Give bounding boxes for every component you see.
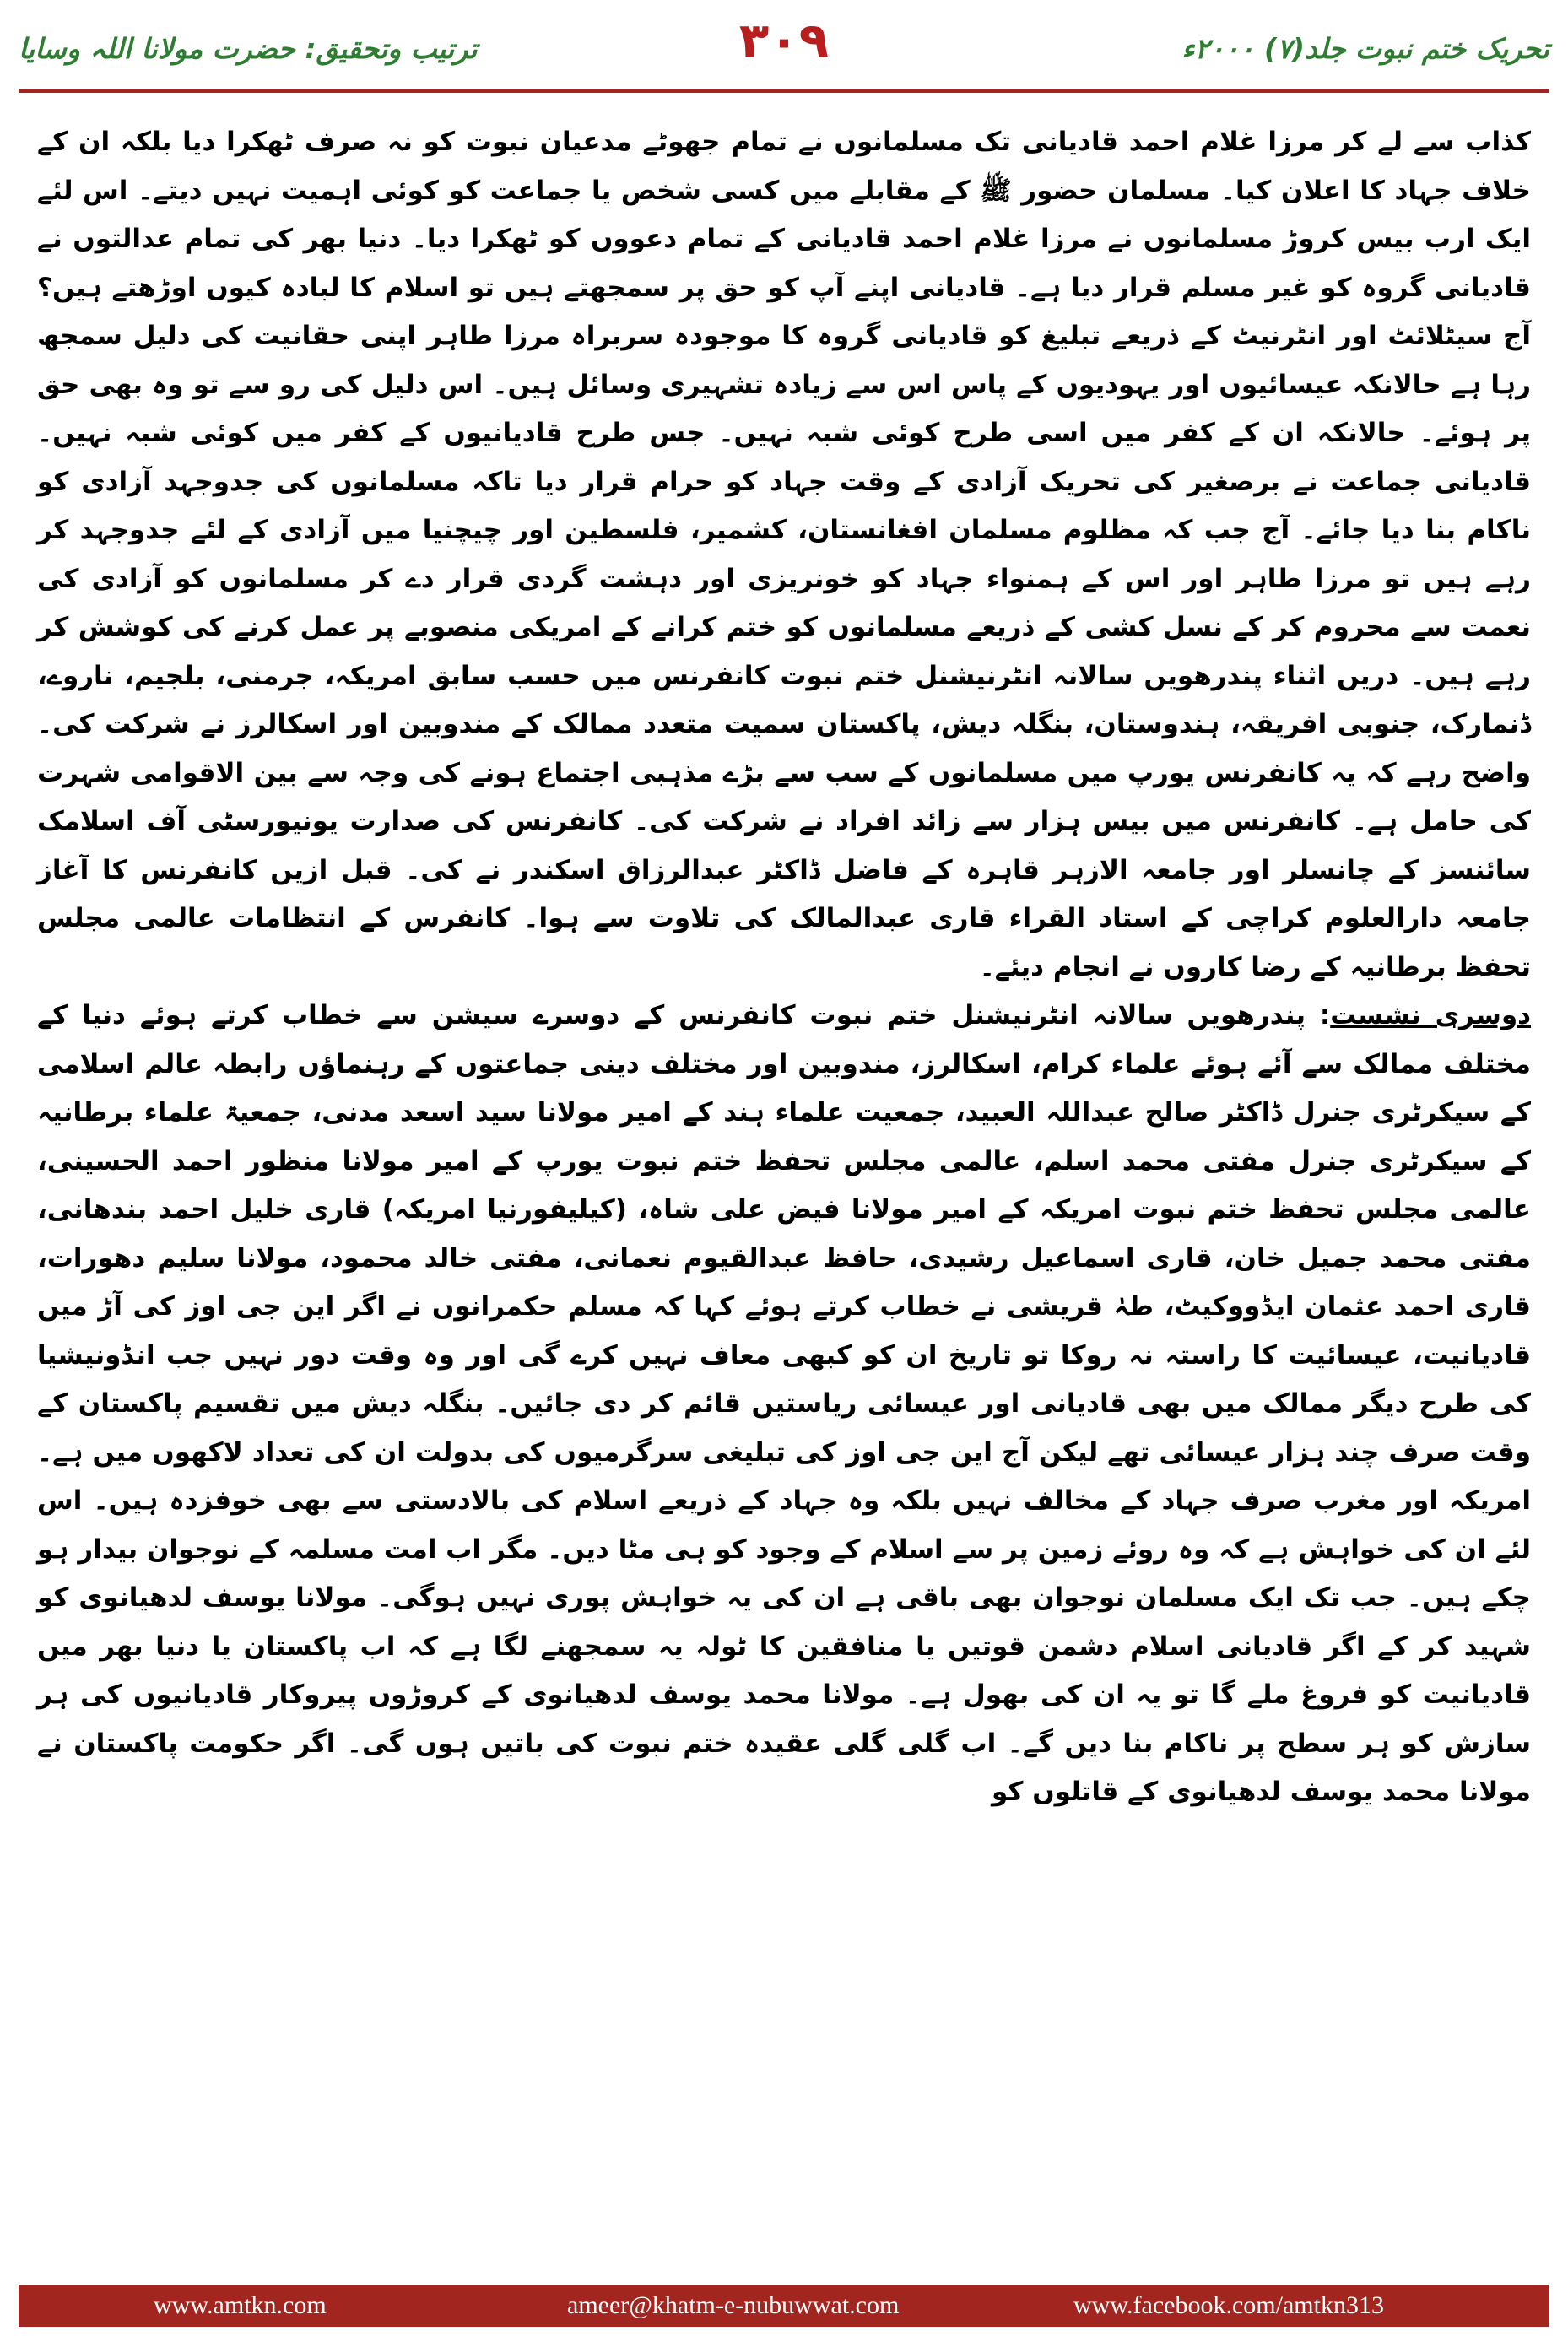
paragraph-1: کذاب سے لے کر مرزا غلام احمد قادیانی تک مسلمانوں نے تمام جھوٹے مدعیان نبوت کو نہ صرف ٹھکرا دیا بلکہ ان کے خلاف جہاد کا اعلان کیا۔ مسلمان حضور ﷺ کے مقابلے میں کسی شخص یا جماعت کو کوئی اہمیت نہیں دیتے۔ اس لئے ایک ارب بیس کروڑ مسلمانوں نے مرزا غلام احمد قادیانی کے تمام دعووں کو ٹھکرا دیا۔ دنیا بھر کی تمام عدالتوں نے قادیانی گروہ کو غیر مسلم قرار دیا ہے۔ قادیانی اپنے آپ کو حق پر سمجھتے ہیں تو اسلام کا لبادہ کیوں اوڑھتے ہیں؟ آج سیٹلائٹ اور انٹرنیٹ کے ذریعے تبلیغ کو قادیانی گروہ کا موجودہ سربراہ مرزا طاہر اپنی حقانیت کی دلیل سمجھ رہا ہے حالانکہ عیسائیوں اور یہودیوں کے پاس اس سے زیادہ تشہیری وسائل ہیں۔ اس دلیل کی رو سے تو وہ بھی حق پر ہوئے۔ حالانکہ ان کے کفر میں اسی طرح کوئی شبہ نہیں۔ جس طرح قادیانیوں کے کفر میں کوئی شبہ نہیں۔ قادیانی جماعت نے برصغیر کی تحریک آزادی کے وقت جہاد کو حرام قرار دیا تاکہ مسلمانوں کی جدوجہد آزادی کو ناکام بنا دیا جائے۔ آج جب کہ مظلوم مسلمان افغانستان، کشمیر، فلسطین اور چیچنیا میں آزادی کے لئے جدوجہد کر رہے ہیں تو مرزا طاہر اور اس کے ہمنواء جہاد کو خونریزی اور دہشت گردی قرار دے کر مسلمانوں کو آزادی کی نعمت سے محروم کر کے نسل کشی کے ذریعے مسلمانوں کو ختم کرانے کے امریکی منصوبے پر عمل کرنے کی کوشش کر رہے ہیں۔ دریں اثناء پندرھویں سالانہ انٹرنیشنل ختم نبوت کانفرنس میں حسب سابق امریکہ، جرمنی، بلجیم، ناروے، ڈنمارک، جنوبی افریقہ، ہندوستان، بنگلہ دیش، پاکستان سمیت متعدد ممالک کے مندوبین اور اسکالرز نے شرکت کی۔ واضح رہے کہ یہ کانفرنس یورپ میں مسلمانوں کے سب سے بڑے مذہبی اجتماع ہونے کی وجہ سے بین الاقوامی شہرت کی حامل ہے۔ کانفرنس میں بیس ہزار سے زائد افراد نے شرکت کی۔ کانفرنس کی صدارت یونیورسٹی آف اسلامک سائنسز کے چانسلر اور جامعہ الازہر قاہرہ کے فاضل ڈاکٹر عبدالرزاق اسکندر نے کی۔ قبل ازیں کانفرنس کا آغاز جامعہ دارالعلوم کراچی کے استاد القراء قاری عبدالمالک کی تلاوت سے ہوا۔ کانفرس کے انتظامات عالمی مجلس تحفظ برطانیہ کے رضا کاروں نے انجام دیئے۔: [37, 127, 1531, 982]
paragraph-2-text: : پندرھویں سالانہ انٹرنیشنل ختم نبوت کانفرنس کے دوسرے سیشن سے خطاب کرتے ہوئے دنیا کے مختلف ممالک سے آئے ہوئے علماء کرام، اسکالرز، مندوبین اور مختلف دینی جماعتوں کے رہنماؤں رابطہ عالم اسلامی کے سیکرٹری جنرل ڈاکٹر صالح عبداللہ العبید، جمعیت علماء ہند کے امیر مولانا سید اسعد مدنی، جمعیۃ علماء برطانیہ کے سیکرٹری جنرل مفتی محمد اسلم، عالمی مجلس تحفظ ختم نبوت یورپ کے امیر مولانا منظور احمد الحسینی، عالمی مجلس تحفظ ختم نبوت امریکہ کے امیر مولانا فیض علی شاہ، (کیلیفورنیا امریکہ) قاری خلیل احمد بندھانی، مفتی محمد جمیل خان، قاری اسماعیل رشیدی، حافظ عبدالقیوم نعمانی، مفتی خالد محمود، مولانا سلیم دھورات، قاری احمد عثمان ایڈووکیٹ، طہٰ قریشی نے خطاب کرتے ہوئے کہا کہ مسلم حکمرانوں نے اگر این جی اوز کی آڑ میں قادیانیت، عیسائیت کا راستہ نہ روکا تو تاریخ ان کو کبھی معاف نہیں کرے گی اور وہ وقت دور نہیں جب انڈونیشیا کی طرح دیگر ممالک میں بھی قادیانی اور عیسائی ریاستیں قائم کر دی جائیں۔ بنگلہ دیش میں تقسیم پاکستان کے وقت صرف چند ہزار عیسائی تھے لیکن آج این جی اوز کی تبلیغی سرگرمیوں کی بدولت ان کی تعداد لاکھوں میں ہے۔ امریکہ اور مغرب صرف جہاد کے مخالف نہیں بلکہ وہ جہاد کے ذریعے اسلام کی بالادستی سے بھی خوفزدہ ہیں۔ اس لئے ان کی خواہش ہے کہ وہ روئے زمین پر سے اسلام کے وجود کو ہی مٹا دیں۔ مگر اب امت مسلمہ کے نوجوان بیدار ہو چکے ہیں۔ جب تک ایک مسلمان نوجوان بھی باقی ہے ان کی یہ خواہش پوری نہیں ہوگی۔ مولانا یوسف لدھیانوی کو شہید کر کے اگر قادیانی اسلام دشمن قوتیں یا منافقین کا ٹولہ یہ سمجھنے لگا ہے کہ اب پاکستان یا دنیا بھر میں قادیانیت کو فروغ ملے گا تو یہ ان کی بھول ہے۔ مولانا محمد یوسف لدھیانوی کے کروڑوں پیروکار قادیانیوں کی ہر سازش کو ہر سطح پر ناکام بنا دیں گے۔ اب گلی گلی عقیدہ ختم نبوت کی باتیں ہوں گی۔ اگر حکومت پاکستان نے مولانا محمد یوسف لدھیانوی کے قاتلوں کو: [37, 1000, 1531, 1807]
email-link[interactable]: ameer@khatm-e-nubuwwat.com: [567, 2291, 900, 2319]
paragraph-2: [37, 992, 1531, 1817]
page-footer: [19, 2285, 1549, 2327]
compiler-credit: ترتیب وتحقیق: حضرت مولانا اللہ وسایا: [19, 32, 478, 65]
running-title: تحریک ختم نبوت جلد(۷) ۲۰۰۰ء: [1181, 32, 1549, 65]
page-number: ۳۰۹: [738, 12, 830, 69]
article-body: [37, 118, 1531, 1817]
section-subheading: دوسری نشست: [1330, 1000, 1532, 1030]
website-link[interactable]: www.amtkn.com: [154, 2291, 327, 2319]
header-divider: [19, 89, 1549, 93]
facebook-link[interactable]: www.facebook.com/amtkn313: [1073, 2291, 1384, 2319]
page-header: [19, 0, 1549, 84]
